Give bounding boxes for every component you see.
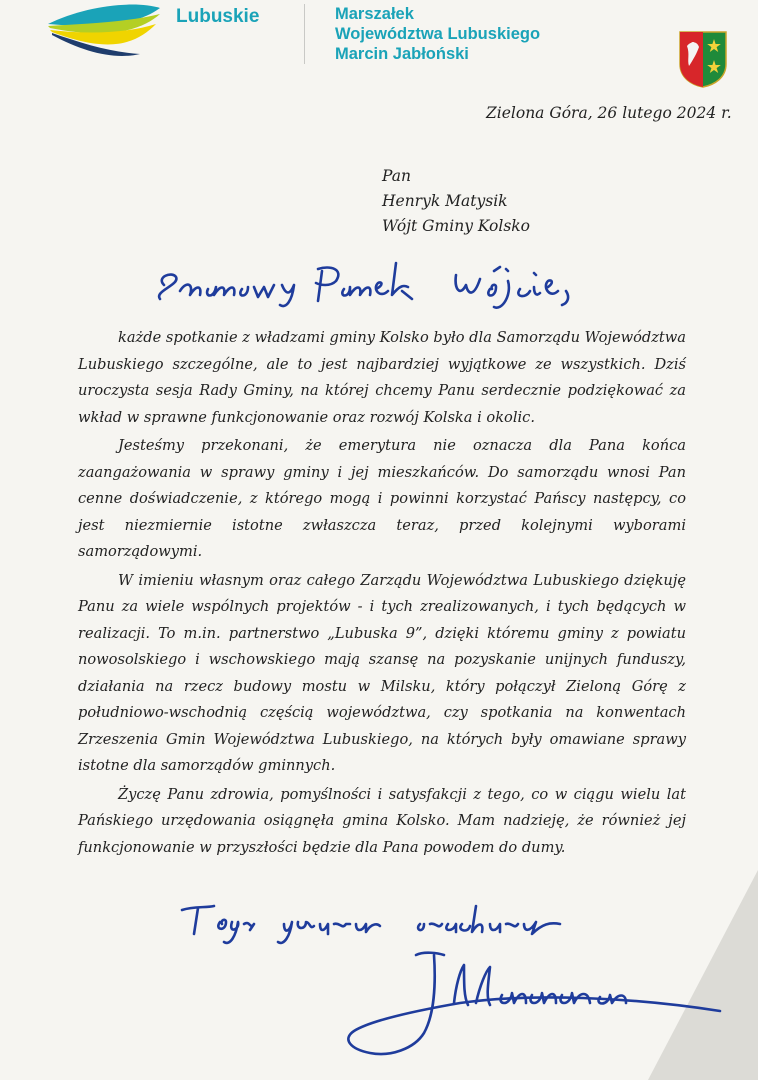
office-title-line: Województwa Lubuskiego: [335, 25, 541, 43]
office-title-line: Marszałek: [335, 5, 414, 23]
coat-of-arms-icon: [678, 30, 728, 88]
lubuskie-logo-icon: [44, 0, 162, 60]
handwritten-closing: [180, 900, 600, 950]
body-paragraph: Życzę Panu zdrowia, pomyślności i satysfakcji z tego, co w ciągu wielu lat Pańskiego urzędowania osiągnęła gmina Kolsko. Mam nadzieję, że również jej funkcjonowanie w przyszłości będzie dla Pana powodem do dumy.: [78, 785, 686, 856]
recipient-line: Wójt Gminy Kolsko: [382, 217, 531, 235]
body-paragraph: Jesteśmy przekonani, że emerytura nie oznacza dla Pana końca zaangażowania w sprawy gminy i jej mieszkańców. Do samorządu wnosi Pan cenne doświadczenie, z którego mogą i powinni korzystać Pańscy następcy, co jest niezmiernie istotne zwłaszcza teraz, przed kolejnymi wyborami samorządowymi.: [78, 437, 686, 560]
handwritten-signature: [330, 945, 750, 1065]
recipient-line: Henryk Matysik: [382, 192, 508, 210]
handwritten-salutation: [150, 255, 590, 315]
recipient-block: [382, 164, 530, 239]
recipient-line: Pan: [382, 167, 411, 185]
office-title: [335, 4, 540, 64]
place-and-date: Zielona Góra, 26 lutego 2024 r.: [486, 104, 732, 122]
body-paragraph: W imieniu własnym oraz całego Zarządu Województwa Lubuskiego dziękuję Panu za wiele wspólnych projektów - i tych zrealizowanych, i tych będących w realizacji. To m.in. partnerstwo „Lubuska 9”, dzięki któremu gminy z powiatu nowosolskiego i wschowskiego mają szansę na pozyskanie unijnych funduszy, działania na rzecz budowy mostu w Milsku, który połączył Zieloną Górę z południowo-wschodnią częścią województwa, czy spotkania na konwentach Zrzeszenia Gmin Województwa Lubuskiego, na których były omawiane sprawy istotne dla samorządów gminnych.: [78, 571, 686, 774]
body-paragraph: każde spotkanie z władzami gminy Kolsko było dla Samorządu Województwa Lubuskiego szczególne, ale to jest najbardziej wyjątkowe ze wszystkich. Dziś uroczysta sesja Rady Gminy, na której chcemy Panu serdecznie podziękować za wkład w sprawne funkcjonowanie oraz rozwój Kolska i okolic.: [78, 329, 686, 426]
letter-body: [78, 325, 686, 863]
brand-name: Lubuskie: [176, 6, 260, 27]
header-divider: [304, 4, 305, 64]
office-title-line: Marcin Jabłoński: [335, 45, 469, 63]
